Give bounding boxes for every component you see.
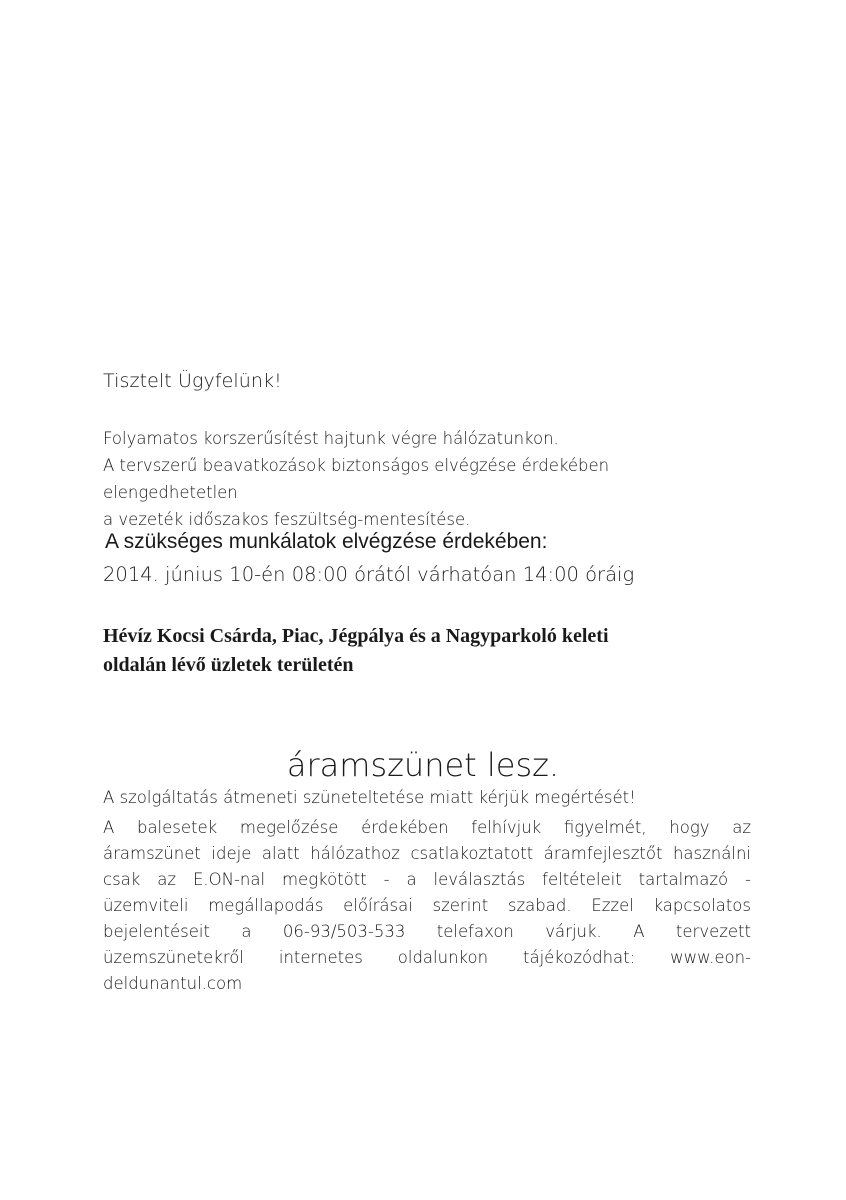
notice-paragraph [103, 815, 751, 997]
notice-line-5: bejelentéseit a 06-93/503-533 telefaxon várjuk. A tervezett [103, 922, 751, 941]
intro-line-1: Folyamatos korszerűsítést hajtunk végre hálózatunkon. [103, 429, 559, 448]
greeting: Tisztelt Ügyfelünk! [103, 370, 282, 392]
intro-line-2: A tervszerű beavatkozások biztonságos elvégzése érdekében [103, 456, 610, 475]
location-line-1: Hévíz Kocsi Csárda, Piac, Jégpálya és a Nagyparkoló keleti [103, 625, 609, 647]
notice-line-1: A balesetek megelőzése érdekében felhívjuk figyelmét, hogy az [103, 818, 751, 837]
date-line: 2014. június 10-én 08:00 órától várhatóan 14:00 óráig [103, 563, 635, 586]
notice-line-3: csak az E.ON-nal megkötött - a leválasztás feltételeit tartalmazó - [103, 870, 751, 889]
notice-line-7: deldunantul.com [103, 974, 243, 993]
work-line: A szükséges munkálatok elvégzése érdekében: [105, 530, 548, 553]
outage-text: áramszünet lesz. [286, 746, 560, 784]
intro-line-3: elengedhetetlen [103, 483, 238, 502]
notice-line-6: üzemszünetekről internetes oldalunkon tájékozódhat: www.eon- [103, 948, 751, 967]
outage-heading [0, 746, 846, 784]
notice-line-4: üzemviteli megállapodás előírásai szerint szabad. Ezzel kapcsolatos [103, 896, 751, 915]
location-line-2: oldalán lévő üzletek területén [103, 654, 354, 676]
location-heading [103, 622, 743, 680]
notice-line-2: áramszünet ideje alatt hálózathoz csatlakoztatott áramfejlesztőt használni [103, 844, 751, 863]
intro-line-4: a vezeték időszakos feszültség-mentesítése. [103, 510, 471, 529]
understanding-line: A szolgáltatás átmeneti szüneteltetése miatt kérjük megértését! [103, 788, 636, 807]
